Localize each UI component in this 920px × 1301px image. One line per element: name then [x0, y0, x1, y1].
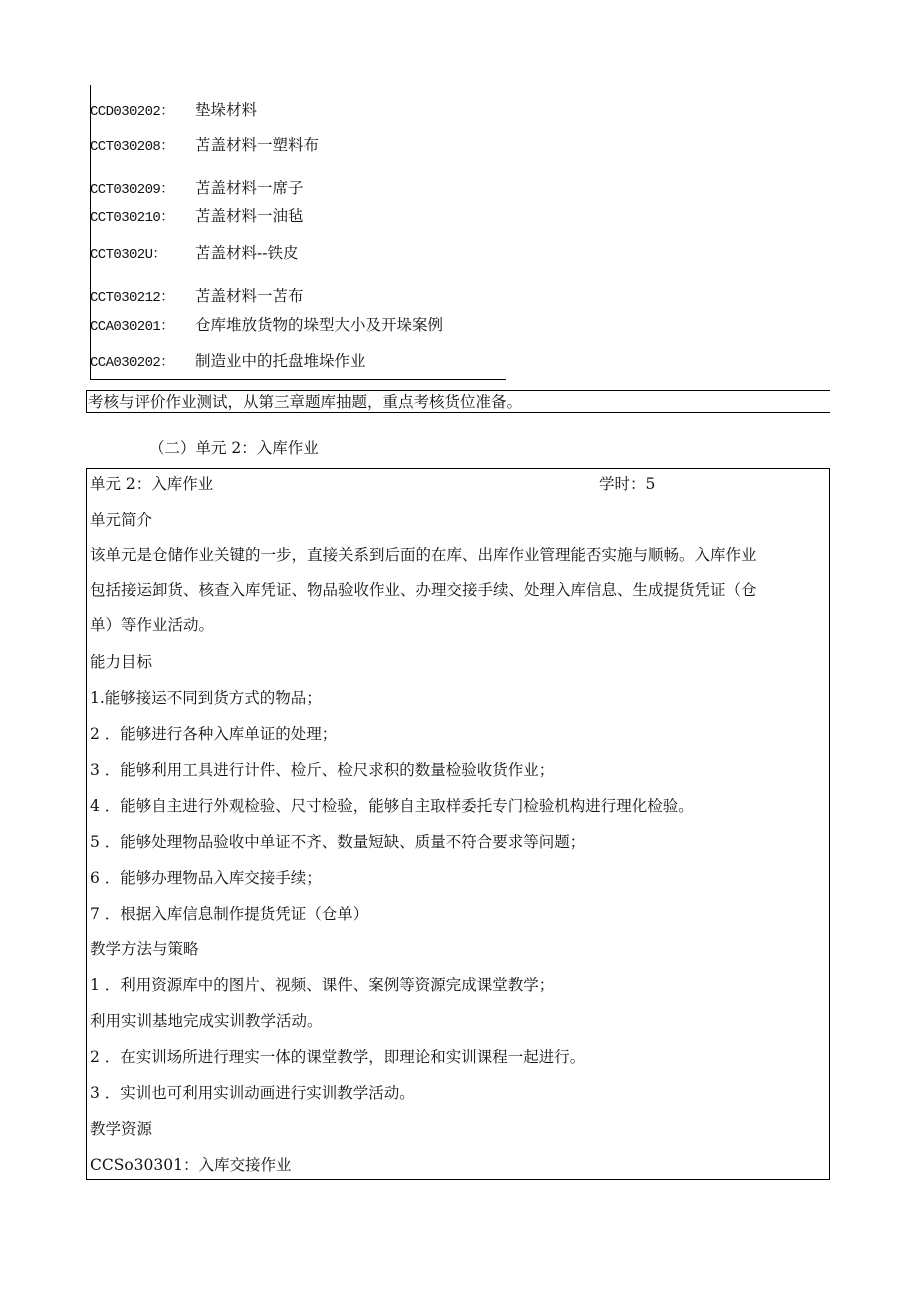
intro-line: 该单元是仓储作业关键的一步，直接关系到后面的在库、出库作业管理能否实施与顺畅。入库作业 — [90, 546, 757, 564]
ability-item: 6 ．能够办理物品入库交接手续； — [90, 869, 322, 887]
method-heading: 教学方法与策略 — [90, 940, 199, 958]
method-item: 2 ．在实训场所进行理实一体的课堂教学，即理论和实训课程一起进行。 — [90, 1048, 586, 1066]
assessment-row-bottom-border — [86, 412, 830, 413]
assessment-row-left-border — [86, 390, 87, 413]
resource-heading: 教学资源 — [90, 1120, 153, 1138]
unit-title: 单元 2：入库作业 — [90, 475, 214, 493]
ability-item: 7 ．根据入库信息制作提货凭证（仓单） — [90, 905, 369, 923]
section-heading: （二）单元 2：入库作业 — [149, 439, 319, 457]
intro-heading: 单元简介 — [90, 511, 153, 529]
intro-line: 单）等作业活动。 — [90, 616, 215, 634]
assessment-text: 考核与评价作业测试，从第三章题库抽题，重点考核货位准备。 — [88, 393, 523, 411]
top-table-inner-bottom-border — [90, 379, 506, 380]
list-item: CCT030209： 苫盖材料一席子 — [90, 179, 304, 198]
assessment-row-top-border — [86, 390, 830, 391]
list-item: CCT030212： 苫盖材料一苫布 — [90, 287, 304, 306]
list-item: CCA030201： 仓库堆放货物的垛型大小及开垛案例 — [90, 316, 444, 335]
ability-item: 2 ．能够进行各种入库单证的处理； — [90, 725, 338, 743]
ability-item: 1.能够接运不同到货方式的物品； — [90, 689, 322, 707]
ability-item: 4 ．能够自主进行外观检验、尺寸检验，能够自主取样委托专门检验机构进行理化检验。 — [90, 797, 694, 815]
unit-box — [86, 468, 830, 1180]
unit-hours: 学时：5 — [599, 475, 656, 493]
list-item: CCT0302U： 苫盖材料--铁皮 — [90, 244, 299, 263]
ability-heading: 能力目标 — [90, 653, 153, 671]
ability-item: 5 ．能够处理物品验收中单证不齐、数量短缺、质量不符合要求等问题； — [90, 833, 586, 851]
method-item: 利用实训基地完成实训教学活动。 — [90, 1012, 323, 1030]
list-item: CCT030208： 苫盖材料一塑料布 — [90, 136, 320, 155]
list-item: CCT030210： 苫盖材料一油毡 — [90, 207, 304, 226]
method-item: 1 ．利用资源库中的图片、视频、课件、案例等资源完成课堂教学； — [90, 976, 555, 994]
list-item: CCD030202： 垫垛材料 — [90, 101, 258, 120]
intro-line: 包括接运卸货、核查入库凭证、物品验收作业、办理交接手续、处理入库信息、生成提货凭证（仓 — [90, 581, 757, 599]
resource-item: CCSo30301：入库交接作业 — [90, 1156, 292, 1174]
method-item: 3 ．实训也可利用实训动画进行实训教学活动。 — [90, 1084, 415, 1102]
list-item: CCA030202： 制造业中的托盘堆垛作业 — [90, 352, 366, 371]
ability-item: 3 ．能够利用工具进行计件、检斤、检尺求积的数量检验收货作业； — [90, 761, 555, 779]
